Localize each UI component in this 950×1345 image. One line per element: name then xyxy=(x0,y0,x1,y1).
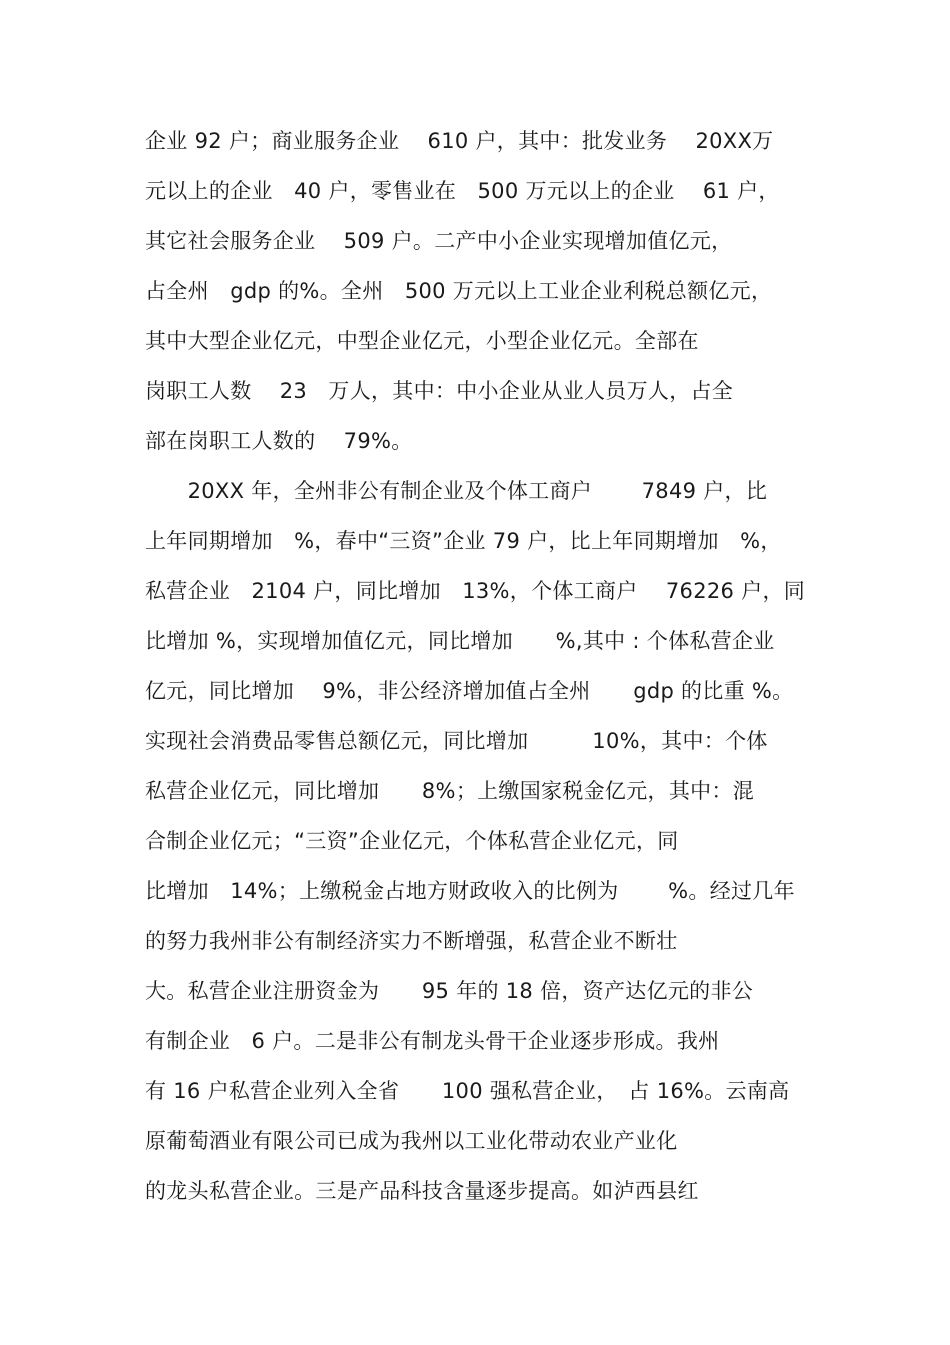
text-line: 私营企业亿元，同比增加 8%；上缴国家税金亿元，其中：混 xyxy=(145,779,755,803)
text-line: 合制企业亿元；“三资”企业亿元，个体私营企业亿元，同 xyxy=(145,829,679,853)
text-line: 部在岗职工人数的 79%。 xyxy=(145,429,413,453)
text-line: 亿元，同比增加 9%，非公经济增加值占全州 gdp 的比重 %。 xyxy=(145,679,794,703)
text-line: 占全州 gdp 的%。全州 500 万元以上工业企业利税总额亿元， xyxy=(145,279,773,303)
text-line: 原葡萄酒业有限公司已成为我州以工业化带动农业产业化 xyxy=(145,1129,678,1153)
text-line: 的龙头私营企业。三是产品科技含量逐步提高。如泸西县红 xyxy=(145,1179,699,1203)
text-line: 20XX 年，全州非公有制企业及个体工商户 7849 户，比 xyxy=(145,479,768,503)
text-line: 的努力我州非公有制经济实力不断增强，私营企业不断壮 xyxy=(145,929,678,953)
text-line: 其它社会服务企业 509 户。二产中小企业实现增加值亿元， xyxy=(145,229,733,253)
text-line: 实现社会消费品零售总额亿元，同比增加 10%，其中：个体 xyxy=(145,729,768,753)
text-line: 有 16 户私营企业列入全省 100 强私营企业， 占 16%。云南高 xyxy=(145,1079,790,1103)
text-line: 元以上的企业 40 户，零售业在 500 万元以上的企业 61 户， xyxy=(145,179,780,203)
body-text xyxy=(145,116,825,1216)
text-line: 企业 92 户；商业服务企业 610 户，其中：批发业务 20XX万 xyxy=(145,129,774,153)
text-line: 岗职工人数 23 万人，其中：中小企业从业人员万人，占全 xyxy=(145,379,734,403)
text-line: 大。私营企业注册资金为 95 年的 18 倍，资产达亿元的非公 xyxy=(145,979,754,1003)
text-line: 私营企业 2104 户，同比增加 13%，个体工商户 76226 户，同 xyxy=(145,579,806,603)
text-line: 上年同期增加 %，春中“三资”企业 79 户，比上年同期增加 %， xyxy=(145,529,782,553)
text-line: 有制企业 6 户。二是非公有制龙头骨干企业逐步形成。我州 xyxy=(145,1029,720,1053)
text-line: 比增加 14%；上缴税金占地方财政收入的比例为 %。经过几年 xyxy=(145,879,795,903)
text-line: 其中大型企业亿元，中型企业亿元，小型企业亿元。全部在 xyxy=(145,329,699,353)
text-line: 比增加 %，实现增加值亿元，同比增加 %,其中 : 个体私营企业 xyxy=(145,629,775,653)
